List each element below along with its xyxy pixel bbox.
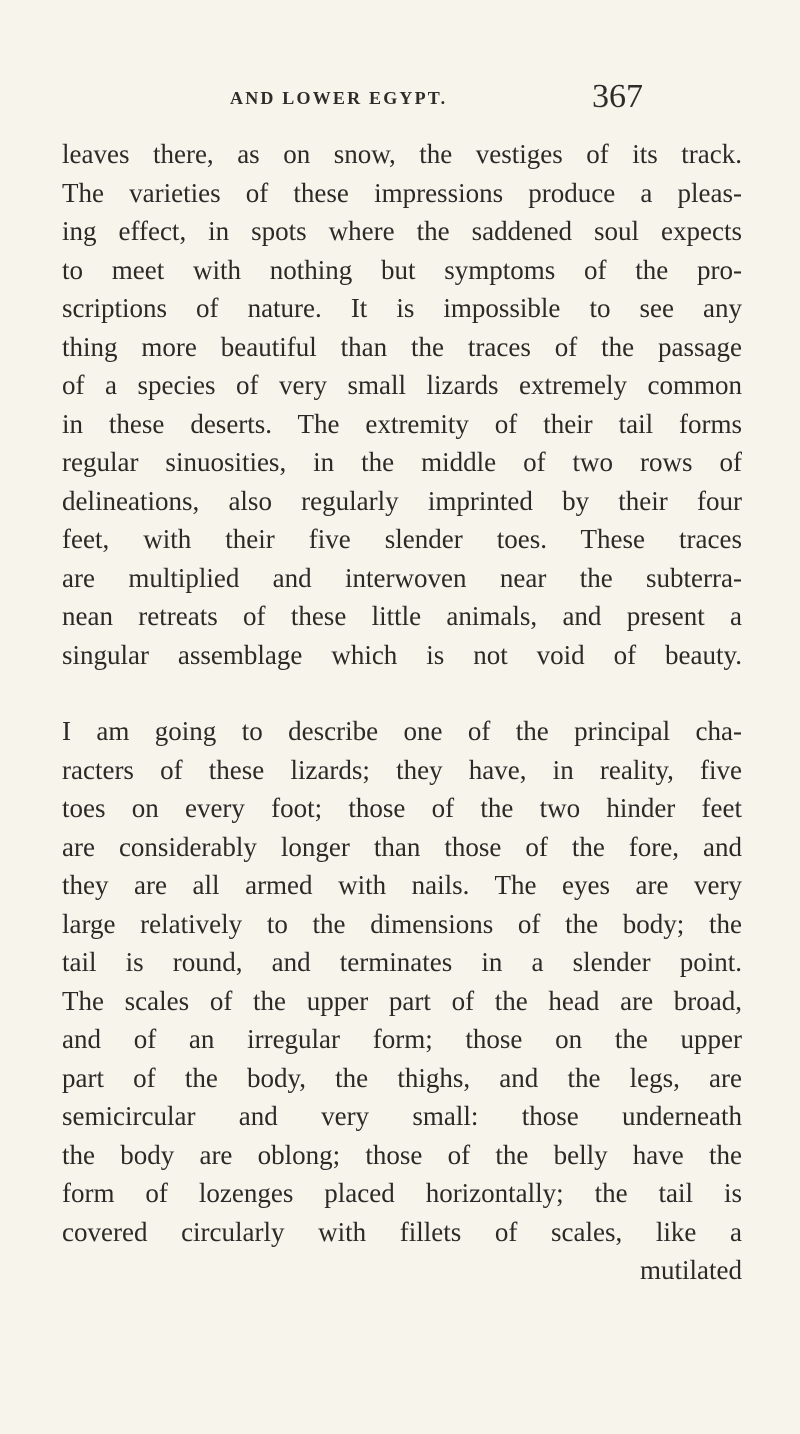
text-line: they are all armed with nails. The eyes are very [62,870,742,900]
text-line: are multiplied and interwoven near the subterra- [62,562,742,593]
text-line: to meet with nothing but symptoms of the pro- [62,254,742,285]
text-line: leaves there, as on snow, the vestiges of its track. [62,139,742,169]
text-line: in these deserts. The extremity of their tail forms [62,408,742,439]
text-line: thing more beautiful than the traces of the passage [62,331,742,362]
text-line: the body are oblong; those of the belly have the [62,1139,742,1170]
body-text [62,135,742,1290]
paragraph-1 [62,135,742,674]
text-line: tail is round, and terminates in a slender point. [62,947,742,977]
text-line: are considerably longer than those of the fore, and [62,831,742,862]
text-line: feet, with their five slender toes. These traces [62,524,742,554]
text-line: scriptions of nature. It is impossible to see any [62,293,742,323]
page-number: 367 [592,78,643,115]
text-line: part of the body, the thighs, and the legs, are [62,1062,742,1093]
text-line: and of an irregular form; those on the upper [62,1024,742,1054]
text-line: delineations, also regularly imprinted by their four [62,485,742,516]
text-line: toes on every foot; those of the two hinder feet [62,793,742,823]
text-line: singular assemblage which is not void of beauty. [62,639,742,670]
text-line: The scales of the upper part of the head are broad, [62,985,742,1016]
text-line: ing effect, in spots where the saddened soul expects [62,216,742,246]
text-line: regular sinuosities, in the middle of two rows of [62,447,742,477]
text-line: form of lozenges placed horizontally; the tail is [62,1178,742,1208]
text-line: covered circularly with fillets of scales, like a [62,1216,742,1247]
text-line: racters of these lizards; they have, in reality, five [62,754,742,785]
text-line: of a species of very small lizards extremely common [62,370,742,400]
text-line: nean retreats of these little animals, and present a [62,601,742,631]
paragraph-gap [62,674,742,712]
text-line: large relatively to the dimensions of the body; the [62,908,742,939]
running-title: AND LOWER EGYPT. [230,88,448,108]
running-head [230,78,710,118]
text-line: semicircular and very small: those underneath [62,1101,742,1131]
text-line: I am going to describe one of the principal cha- [62,716,742,746]
text-line: The varieties of these impressions produce a pleas- [62,177,742,208]
catchword: mutilated [640,1255,742,1285]
paragraph-2 [62,712,742,1251]
